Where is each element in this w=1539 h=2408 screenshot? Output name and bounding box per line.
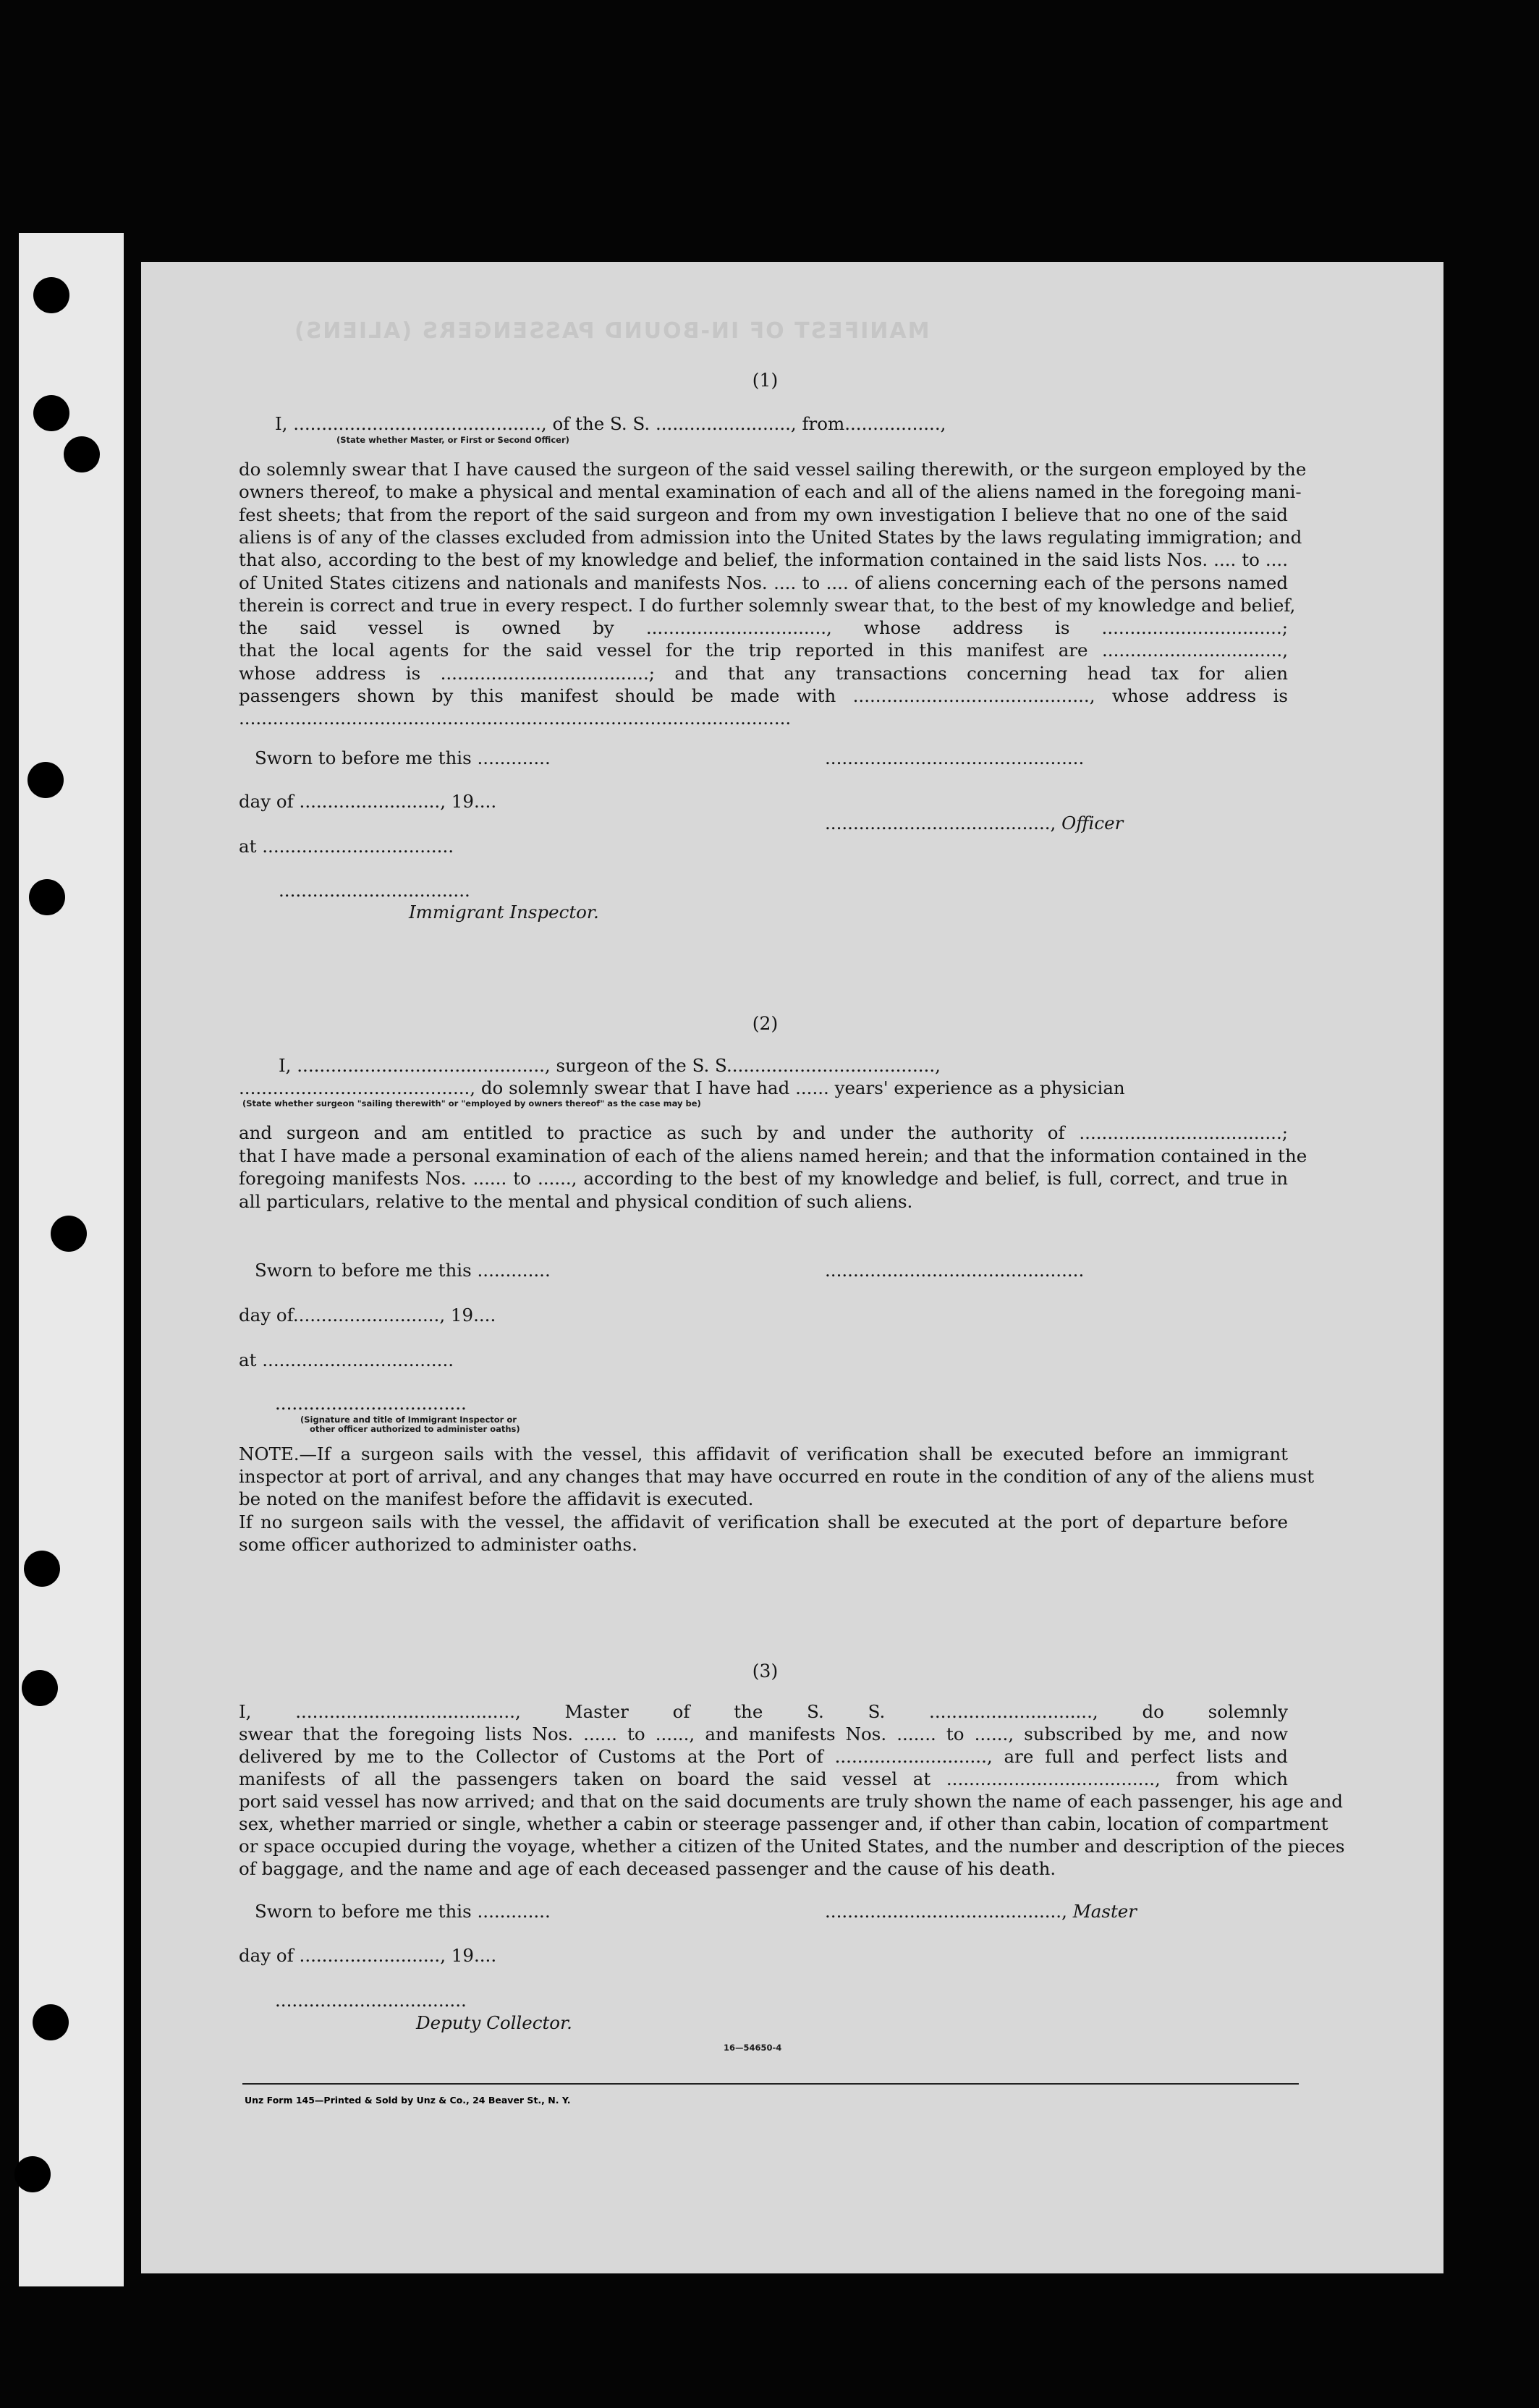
- paragraph-line: manifests of all the passengers taken on board the said vessel at ....................................., from which: [239, 1768, 1288, 1789]
- paragraph-line: If no surgeon sails with the vessel, the affidavit of verification shall be executed at the port of departure before: [239, 1512, 1288, 1532]
- master-dots: ..........................................,: [825, 1901, 1067, 1922]
- section1-signature-line: ..............................................: [825, 747, 1085, 768]
- punch-hole: [22, 1670, 58, 1706]
- section3-sworn: Sworn to before me this .............: [255, 1901, 551, 1922]
- section2-signature-line: ..............................................: [825, 1260, 1085, 1281]
- section1-note: (State whether Master, or First or Second Officer): [336, 435, 569, 445]
- section2-sworn: Sworn to before me this .............: [255, 1260, 551, 1281]
- printer-imprint: Unz Form 145—Printed & Sold by Unz & Co., 24 Beaver St., N. Y.: [245, 2095, 571, 2106]
- section2-line1: I, ............................................, surgeon of the S. S.....................................,: [279, 1055, 941, 1076]
- section3-master-line: [825, 1900, 1137, 1923]
- paragraph-line: owners thereof, to make a physical and mental examination of each and all of the aliens named in the foregoing mani-: [239, 481, 1302, 503]
- section2-note-last: be noted on the manifest before the affidavit is executed.: [239, 1488, 754, 1509]
- punch-hole: [24, 1551, 60, 1587]
- paragraph-line: that the local agents for the said vessel for the trip reported in this manifest are ................................,: [239, 640, 1288, 661]
- punch-hole: [33, 395, 69, 431]
- paragraph-line: the said vessel is owned by ................................, whose address is ................................;: [239, 617, 1288, 639]
- paragraph-line: do solemnly swear that I have caused the surgeon of the said vessel sailing therewith, or the surgeon employed by the: [239, 459, 1307, 480]
- paragraph-line: and surgeon and am entitled to practice as such by and under the authority of ....................................;: [239, 1122, 1288, 1143]
- binding-strip: [19, 233, 124, 2286]
- master-label: Master: [1072, 1901, 1137, 1922]
- section2-line2: ........................................., do solemnly swear that I have had ...... years' experience as a physician: [239, 1077, 1125, 1098]
- paragraph-line: passengers shown by this manifest should be made with .........................................., whose address is: [239, 685, 1288, 706]
- section-number: (3): [752, 1661, 779, 1682]
- paragraph-line: fest sheets; that from the report of the said surgeon and from my own investigation I believe that no one of the said: [239, 504, 1288, 525]
- paragraph-line: inspector at port of arrival, and any changes that may have occurred en route in the condition of any of the aliens must: [239, 1466, 1315, 1487]
- section2-para-last: all particulars, relative to the mental and physical condition of such aliens.: [239, 1191, 913, 1212]
- section3-day: day of ........................., 19....: [239, 1945, 497, 1966]
- paragraph-line: that also, according to the best of my knowledge and belief, the information contained in the said lists Nos. .... to ....: [239, 549, 1288, 571]
- punch-hole: [33, 2004, 69, 2040]
- punch-hole: [29, 879, 65, 915]
- section1-sworn: Sworn to before me this .............: [255, 747, 551, 768]
- officer-label: Officer: [1061, 813, 1124, 834]
- punch-hole: [64, 436, 100, 472]
- paragraph-line: NOTE.—If a surgeon sails with the vessel, this affidavit of verification shall be executed before an immigrant: [239, 1443, 1288, 1464]
- paragraph-line: sex, whether married or single, whether a cabin or steerage passenger and, if other than cabin, location of compartment: [239, 1813, 1328, 1834]
- section1-line1: I, ............................................, of the S. S. ........................, from.................,: [275, 413, 946, 434]
- paragraph-line: or space occupied during the voyage, whether a citizen of the United States, and the number and description of the pieces: [239, 1836, 1345, 1857]
- section1-para-last: ..................................................................................................: [239, 708, 792, 729]
- immigrant-inspector-label: Immigrant Inspector.: [409, 902, 599, 923]
- deputy-collector-label: Deputy Collector.: [416, 2012, 572, 2033]
- punch-hole: [51, 1216, 87, 1252]
- section2-signature-dots: ..................................: [275, 1393, 467, 1414]
- bleed-through-title: MANIFEST OF IN-BOUND PASSENGERS (ALIENS): [293, 318, 930, 344]
- section2-at: at ..................................: [239, 1349, 454, 1370]
- paragraph-line: therein is correct and true in every respect. I do further solemnly swear that, to the best of my knowledge and belief,: [239, 594, 1296, 616]
- officer-dots: ........................................,: [825, 813, 1056, 834]
- paragraph-line: whose address is .....................................; and that any transactions concerning head tax for alien: [239, 662, 1288, 684]
- section1-day: day of ........................., 19....: [239, 791, 497, 812]
- signature-note-1: (Signature and title of Immigrant Inspector or: [300, 1415, 517, 1425]
- punch-hole: [27, 762, 64, 798]
- section-number: (1): [752, 370, 779, 391]
- paragraph-line: foregoing manifests Nos. ...... to ......, according to the best of my knowledge and belief, is full, correct, and true in: [239, 1168, 1288, 1190]
- section-number: (2): [752, 1013, 779, 1034]
- paragraph-line: delivered by me to the Collector of Customs at the Port of ..........................., are full and perfect lists and: [239, 1746, 1288, 1767]
- manifest-page: [141, 262, 1443, 2273]
- paragraph-line: I, ......................................., Master of the S. S. ............................., do solemnly: [239, 1701, 1288, 1722]
- section2-note2-last: some officer authorized to administer oaths.: [239, 1534, 637, 1555]
- paragraph-line: swear that the foregoing lists Nos. ...... to ......, and manifests Nos. ....... to ......, subscribed by me, and now: [239, 1724, 1288, 1744]
- section1-officer-line: [825, 812, 1123, 835]
- section2-note: (State whether surgeon "sailing therewith" or "employed by owners thereof" as the case may be): [242, 1098, 701, 1108]
- signature-note-2: other officer authorized to administer oaths): [310, 1424, 520, 1434]
- paragraph-line: port said vessel has now arrived; and that on the said documents are truly shown the name of each passenger, his age and: [239, 1791, 1343, 1812]
- paragraph-line: that I have made a personal examination of each of the aliens named herein; and that the information contained in the: [239, 1145, 1307, 1166]
- paragraph-line: of United States citizens and nationals and manifests Nos. .... to .... of aliens concerning each of the persons named: [239, 572, 1288, 593]
- footer-rule: [242, 2083, 1299, 2085]
- section2-day: day of.........................., 19....: [239, 1305, 496, 1326]
- punch-hole: [33, 277, 69, 313]
- section1-at: at ..................................: [239, 836, 454, 857]
- punch-hole: [14, 2156, 51, 2192]
- paragraph-line: aliens is of any of the classes excluded from admission into the United States by the laws regulating immigration; and: [239, 526, 1302, 548]
- form-number: 16—54650-4: [724, 2043, 782, 2053]
- section3-para-last: of baggage, and the name and age of each deceased passenger and the cause of his death.: [239, 1858, 1056, 1879]
- section3-collector-dots: ..................................: [275, 1990, 467, 2011]
- section1-inspector-line: ..................................: [279, 880, 470, 901]
